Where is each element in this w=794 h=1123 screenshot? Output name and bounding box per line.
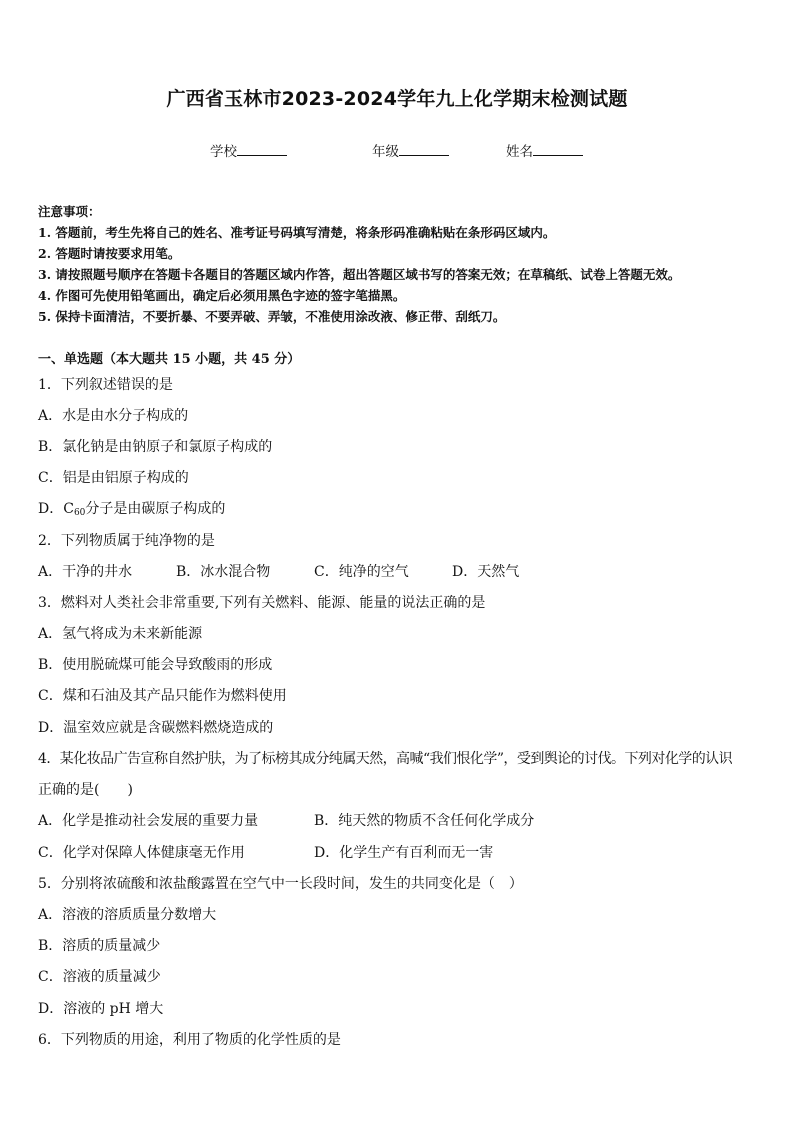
question-4-option-b[interactable]: B．纯天然的物质不含任何化学成分: [314, 813, 535, 829]
school-blank[interactable]: [237, 141, 287, 156]
school-field[interactable]: [210, 140, 287, 160]
question-2-option-a[interactable]: A．干净的井水: [38, 564, 133, 580]
question-3-stem: 3．燃料对人类社会非常重要,下列有关燃料、能源、能量的说法正确的是: [38, 595, 486, 611]
question-1-option-b[interactable]: B．氯化钠是由钠原子和氯原子构成的: [38, 439, 273, 455]
notes-heading: 注意事项：: [38, 204, 101, 219]
note-item: 5. 保持卡面清洁，不要折暴、不要弄破、弄皱，不准使用涂改液、修正带、刮纸刀。: [38, 309, 506, 324]
section-heading: 一、单选题（本大题共 15 小题，共 45 分）: [38, 352, 301, 367]
note-item: 2. 答题时请按要求用笔。: [38, 246, 181, 261]
question-5-option-c[interactable]: C．溶液的质量减少: [38, 969, 161, 985]
question-1-option-d[interactable]: [38, 498, 225, 518]
question-5-option-d[interactable]: D．溶液的 pH 增大: [38, 1001, 164, 1017]
question-3-option-d[interactable]: D．温室效应就是含碳燃料燃烧造成的: [38, 720, 274, 736]
question-1-option-c[interactable]: C．铝是由铝原子构成的: [38, 470, 189, 486]
question-2-option-c[interactable]: C．纯净的空气: [314, 564, 409, 580]
option-d-prefix: D．C: [38, 501, 74, 517]
note-item: 1. 答题前，考生先将自己的姓名、准考证号码填写清楚，将条形码准确粘贴在条形码区域内。: [38, 225, 556, 240]
student-info-row: [0, 140, 794, 160]
question-5-stem: 5．分别将浓硫酸和浓盐酸露置在空气中一长段时间，发生的共同变化是（ ）: [38, 876, 523, 892]
question-3-option-a[interactable]: A．氢气将成为未来新能源: [38, 626, 203, 642]
exam-title: 广西省玉林市2023-2024学年九上化学期末检测试题: [166, 88, 628, 110]
note-item: 3. 请按照题号顺序在答题卡各题目的答题区域内作答，超出答题区域书写的答案无效；在草稿纸、试卷上答题无效。: [38, 267, 681, 282]
subscript-60: 60: [73, 508, 86, 518]
question-1-option-a[interactable]: A．水是由水分子构成的: [38, 408, 189, 424]
question-5-option-b[interactable]: B．溶质的质量减少: [38, 938, 161, 954]
question-6-stem: 6．下列物质的用途，利用了物质的化学性质的是: [38, 1032, 341, 1048]
question-2-option-d[interactable]: D．天然气: [452, 564, 520, 580]
note-item: 4. 作图可先使用铅笔画出，确定后必须用黑色字迹的签字笔描黑。: [38, 288, 406, 303]
question-3-option-c[interactable]: C．煤和石油及其产品只能作为燃料使用: [38, 688, 287, 704]
school-label: 学校: [210, 144, 237, 160]
question-4-option-d[interactable]: D．化学生产有百利而无一害: [314, 845, 494, 861]
option-d-rest: 分子是由碳原子构成的: [85, 501, 226, 517]
name-label: 姓名: [506, 144, 533, 160]
question-5-option-a[interactable]: A．溶液的溶质质量分数增大: [38, 907, 217, 923]
grade-label: 年级: [372, 144, 399, 160]
question-1-stem: 1．下列叙述错误的是: [38, 377, 173, 393]
name-field[interactable]: [506, 140, 583, 160]
grade-blank[interactable]: [399, 141, 449, 156]
question-4-option-a[interactable]: A．化学是推动社会发展的重要力量: [38, 813, 259, 829]
grade-field[interactable]: [372, 140, 449, 160]
name-blank[interactable]: [533, 141, 583, 156]
question-3-option-b[interactable]: B．使用脱硫煤可能会导致酸雨的形成: [38, 657, 273, 673]
question-2-stem: 2．下列物质属于纯净物的是: [38, 533, 215, 549]
question-4-option-c[interactable]: C．化学对保障人体健康毫无作用: [38, 845, 245, 861]
question-2-option-b[interactable]: B．冰水混合物: [176, 564, 271, 580]
question-4-stem-line-1: 4．某化妆品广告宣称自然护肤，为了标榜其成分纯属天然，高喊“我们恨化学”，受到舆论的讨伐。下列对化学的认识: [38, 751, 733, 767]
question-4-stem-line-2: 正确的是( ): [38, 782, 133, 798]
